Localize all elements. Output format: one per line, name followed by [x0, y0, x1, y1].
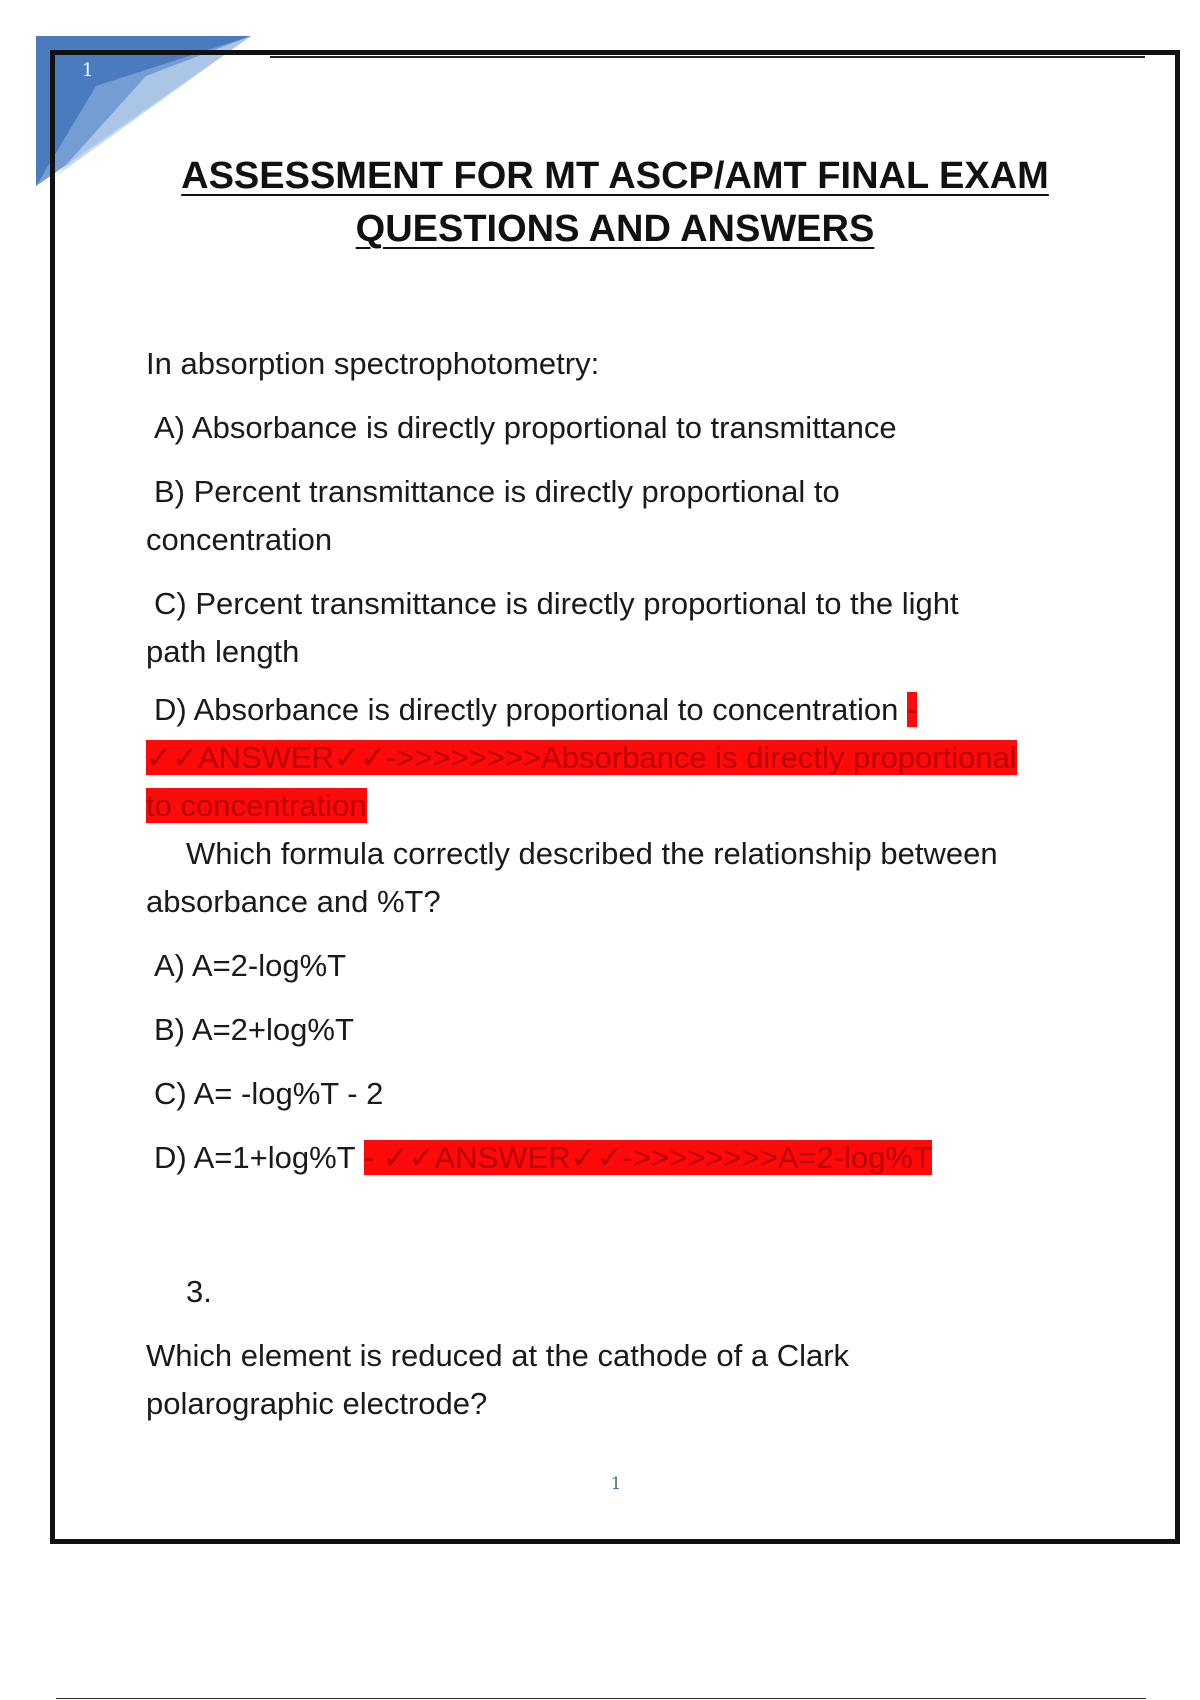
question-2-option-b: B) A=2+log%T: [154, 1012, 354, 1047]
question-1-stem: In absorption spectrophotometry:: [146, 346, 600, 381]
question-2: [146, 830, 1086, 1182]
question-1-option-b: B) Percent transmittance is directly proportional to concentration: [146, 474, 840, 557]
question-3: [146, 1268, 1086, 1428]
document-body: [146, 340, 1086, 1428]
question-2-answer: - ✓✓ANSWER✓✓->>>>>>>>A=2-log%T: [363, 1140, 932, 1175]
title-line-1: ASSESSMENT FOR MT ASCP/AMT FINAL EXAM: [181, 155, 1049, 197]
document-title: [140, 150, 1090, 256]
question-1-option-d: D) Absorbance is directly proportional to concentration - ✓✓ANSWER✓✓->>>>>>>>Absorbance is directly proportional to concentration: [146, 692, 1017, 823]
question-2-stem: Which formula correctly described the relationship between absorbance and %T?: [146, 836, 998, 919]
question-2-option-d: D) A=1+log%T - ✓✓ANSWER✓✓->>>>>>>>A=2-log%T: [154, 1140, 932, 1175]
title-line-2: QUESTIONS AND ANSWERS: [355, 208, 875, 250]
footer-rule: [56, 1698, 1146, 1699]
question-3-number: 3.: [186, 1274, 212, 1309]
question-2-option-c: C) A= -log%T - 2: [154, 1076, 384, 1111]
question-1-answer: ✓✓ANSWER✓✓->>>>>>>>Absorbance is directly proportional: [146, 740, 1017, 775]
question-1: [146, 340, 1086, 830]
question-1-answer-cont: to concentration: [146, 788, 367, 823]
question-2-option-a: A) A=2-log%T: [154, 948, 347, 983]
footer-page-number: 1: [610, 1474, 622, 1494]
question-1-option-c: C) Percent transmittance is directly proportional to the light path length: [146, 586, 959, 669]
corner-page-number: 1: [82, 60, 94, 81]
answer-separator: -: [907, 692, 918, 727]
question-3-stem: Which element is reduced at the cathode of a Clark polarographic electrode?: [146, 1338, 850, 1421]
question-1-option-a: A) Absorbance is directly proportional to transmittance: [154, 410, 897, 445]
